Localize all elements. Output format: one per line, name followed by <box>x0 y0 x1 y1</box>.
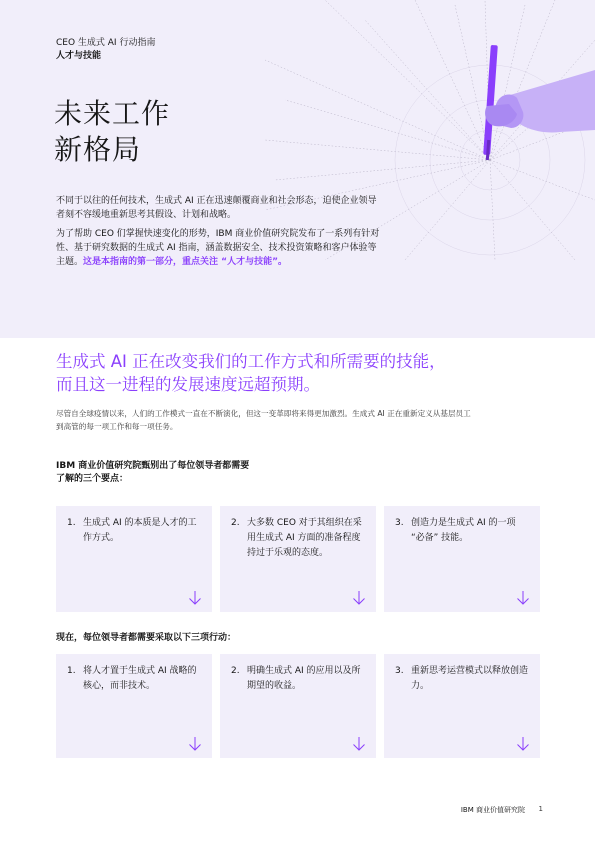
key-points-heading-line-1: IBM 商业价值研究院甄别出了每位领导者都需要 <box>56 461 250 471</box>
card-body <box>231 664 368 694</box>
action-card[interactable] <box>384 654 540 758</box>
intro-text <box>56 194 380 274</box>
arrow-down-icon[interactable] <box>516 590 530 606</box>
actions-heading: 现在，每位领导者都需要采取以下三项行动： <box>56 633 237 643</box>
arrow-down-icon[interactable] <box>188 736 202 752</box>
page-number: 1 <box>538 805 543 813</box>
card-number: 1. <box>67 518 76 528</box>
intro-paragraph-2-text: 为了帮助 CEO 们掌握快速变化的形势，IBM 商业价值研究院发布了一系列有针对性、基于研究数据的生成式 AI 指南，涵盖数据安全、技术投资策略和客户体验等主题。 <box>56 229 380 267</box>
key-point-card[interactable] <box>384 506 540 612</box>
action-card[interactable] <box>56 654 212 758</box>
document-series-title: CEO 生成式 AI 行动指南 <box>56 38 156 48</box>
card-number: 3. <box>395 666 404 676</box>
card-text: 创造力是生成式 AI 的一项 “必备” 技能。 <box>411 518 516 543</box>
intro-paragraph-1: 不同于以往的任何技术，生成式 AI 正在迅速颠覆商业和社会形态，迫使企业领导者刻不容缓地重新思考其假设、计划和战略。 <box>56 196 377 220</box>
document-section-title: 人才与技能 <box>56 51 102 61</box>
key-points-cards <box>56 506 540 612</box>
card-text: 明确生成式 AI 的应用以及所期望的收益。 <box>247 666 361 691</box>
title-line-1: 未来工作 <box>54 97 171 130</box>
arrow-down-icon[interactable] <box>188 590 202 606</box>
action-card[interactable] <box>220 654 376 758</box>
arrow-down-icon[interactable] <box>516 736 530 752</box>
card-number: 1. <box>67 666 76 676</box>
card-body <box>231 516 368 561</box>
card-text: 将人才置于生成式 AI 战略的核心，而非技术。 <box>83 666 197 691</box>
action-cards <box>56 654 540 758</box>
key-points-heading-line-2: 了解的三个要点： <box>56 474 129 484</box>
main-subtext: 尽管自全球疫情以来，人们的工作模式一直在不断演化，但这一变革即将来得更加激烈。生成式 AI 正在重新定义从基层员工到高管的每一项工作和每一项任务。 <box>56 409 471 431</box>
hero-banner <box>0 0 595 338</box>
card-number: 2. <box>231 518 240 528</box>
arrow-down-icon[interactable] <box>352 736 366 752</box>
card-number: 2. <box>231 666 240 676</box>
card-body <box>395 664 532 694</box>
headline-line-1: 生成式 AI 正在改变我们的工作方式和所需要的技能， <box>56 352 446 371</box>
footer-brand: IBM 商业价值研究院 <box>460 806 525 814</box>
card-text: 大多数 CEO 对于其组织在采用生成式 AI 方面的准备程度持过于乐观的态度。 <box>247 518 362 558</box>
card-number: 3. <box>395 518 404 528</box>
card-body <box>67 516 204 546</box>
intro-highlight: 这是本指南的第一部分，重点关注 “人才与技能”。 <box>83 257 287 267</box>
title-line-2: 新格局 <box>54 133 142 166</box>
page-title <box>54 96 170 168</box>
arrow-down-icon[interactable] <box>352 590 366 606</box>
headline-line-2: 而且这一进程的发展速度远超预期。 <box>56 375 320 394</box>
card-body <box>395 516 532 546</box>
intro-paragraph-2 <box>56 227 380 269</box>
card-text: 生成式 AI 的本质是人才的工作方式。 <box>83 518 197 543</box>
key-point-card[interactable] <box>220 506 376 612</box>
key-points-heading <box>56 460 316 486</box>
card-text: 重新思考运营模式以释放创造力。 <box>411 666 529 691</box>
key-point-card[interactable] <box>56 506 212 612</box>
main-headline <box>56 350 496 396</box>
card-body <box>67 664 204 694</box>
